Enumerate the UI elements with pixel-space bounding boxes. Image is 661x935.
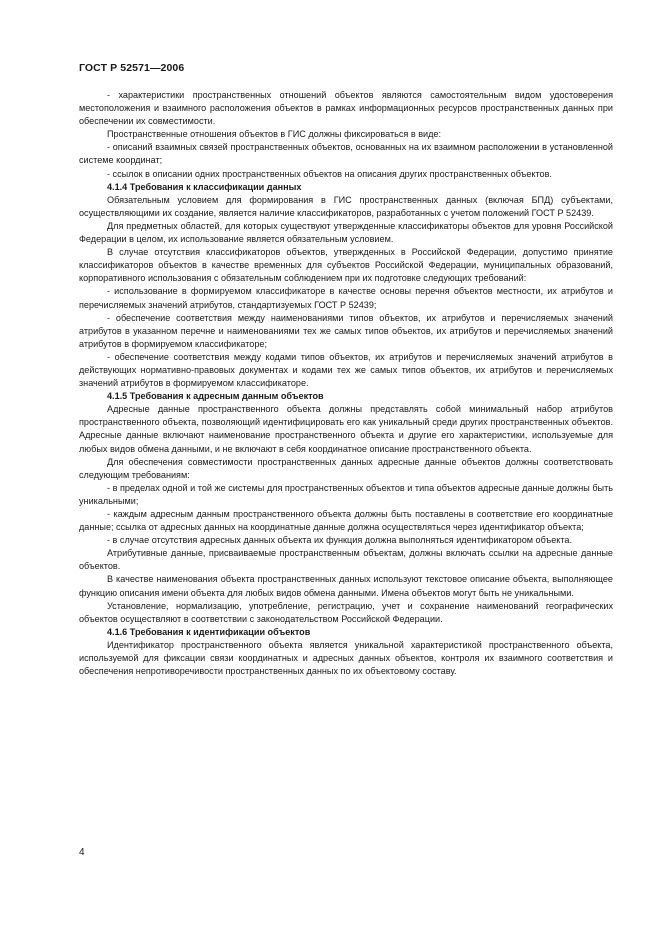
paragraph: Обязательным условием для формирования в ГИС пространственных данных (включая БПД) субъектами, осуществляющими их создание, является наличие классификаторов, разработанных с учетом положений ГОСТ Р 52439. <box>79 194 613 218</box>
paragraph: - в случае отсутствия адресных данных объекта их функция должна выполняться идентификатором объекта. <box>107 535 572 546</box>
paragraph: - характеристики пространственных отношений объектов являются самостоятельным видом удостоверения местоположения и взаимного расположения объектов в рамках информационных ресурсов пространственных данных при обеспечении их совместимости. <box>79 90 613 127</box>
paragraph: Пространственные отношения объектов в ГИС должны фиксироваться в виде: <box>107 129 442 140</box>
paragraph: Идентификатор пространственного объекта является уникальной характеристикой пространственного объекта, используемой для фиксации связи координатных и адресных данных объектов, контроля их взаимного соответствия и обеспечения непротиворечивости пространственных данных по их объектовому составу. <box>79 639 613 677</box>
paragraph: - обеспечение соответствия между кодами типов объектов, их атрибутов и перечисляемых значений атрибутов в действующих нормативно-правовых документах и кодами тех же самых типов объектов, их атрибутов и перечисляемых значений атрибутов в формируемом классификаторе. <box>79 351 613 389</box>
paragraph: Для предметных областей, для которых существуют утвержденные классификаторы объектов для уровня Российской Федерации в целом, их использование является обязательным условием. <box>79 220 613 245</box>
paragraph: Для обеспечения совместимости пространственных данных адресные данные объектов должны соответствовать следующим требованиям: <box>79 456 613 480</box>
paragraph: Адресные данные пространственного объекта должны представлять собой минимальный набор атрибутов пространственного объекта, позволяющий идентифицировать его как уникальный среди других пространственных объектов. Адресные данные включают наименование пространственного объекта и другие его характеристики, используемые для любых видов обмена данными, и не включают в себя координатное описание пространственного объекта. <box>79 404 613 454</box>
paragraph: В случае отсутствия классификаторов объектов, утвержденных в Российской Федерации, допустимо принятие классификаторов объектов в качестве временных для субъектов Российской Федерации, муниципальных образований, корпоративного использования с обязательным соблюдением при их подготовке следующих требований: <box>79 247 613 284</box>
paragraph: - в пределах одной и той же системы для пространственных объектов и типа объектов адресные данные должны быть уникальными; <box>79 482 613 506</box>
paragraph: - каждым адресным данным пространственного объекта должны быть поставлены в соответствие его координатные данные; ссылка от адресных данных на координатные данные должна осуществляться через идентификатор объекта; <box>79 509 613 533</box>
document-header: ГОСТ Р 52571—2006 <box>79 62 185 74</box>
document-body <box>79 89 613 678</box>
paragraph: Установление, нормализацию, употребление, регистрацию, учет и сохранение наименований географических объектов осуществляют в соответствии с законодательством Российской Федерации. <box>79 600 613 624</box>
paragraph: В качестве наименования объекта пространственных данных используют текстовое описание объекта, выполняющее функцию описания имени объекта для любых видов обмена данными. Имена объектов могут быть не уникальными. <box>79 574 613 598</box>
paragraph: - описаний взаимных связей пространственных объектов, основанных на их взаимном расположении в установленной системе координат; <box>79 142 613 166</box>
page-number: 4 <box>79 847 85 858</box>
section-heading-4-1-4: 4.1.4 Требования к классификации данных <box>107 181 302 192</box>
paragraph: Атрибутивные данные, присваиваемые пространственным объектам, должны включать ссылки на адресные данные объектов. <box>79 548 613 572</box>
paragraph: - ссылок в описании одних пространственных объектов на описания других пространственных объектов. <box>107 168 552 179</box>
paragraph: - использование в формируемом классификаторе в качестве основы перечня объектов местности, их атрибутов и перечисляемых значений атрибутов, стандартизуемых ГОСТ Р 52439; <box>79 286 613 310</box>
paragraph: - обеспечение соответствия между наименованиями типов объектов, их атрибутов и перечисляемых значений атрибутов в указанном перечне и наименованиями тех же самых типов объектов, их атрибутов и перечисляемых значений атрибутов в формируемом классификаторе; <box>79 312 613 349</box>
section-heading-4-1-5: 4.1.5 Требования к адресным данным объектов <box>107 391 324 402</box>
section-heading-4-1-6: 4.1.6 Требования к идентификации объектов <box>107 626 311 637</box>
